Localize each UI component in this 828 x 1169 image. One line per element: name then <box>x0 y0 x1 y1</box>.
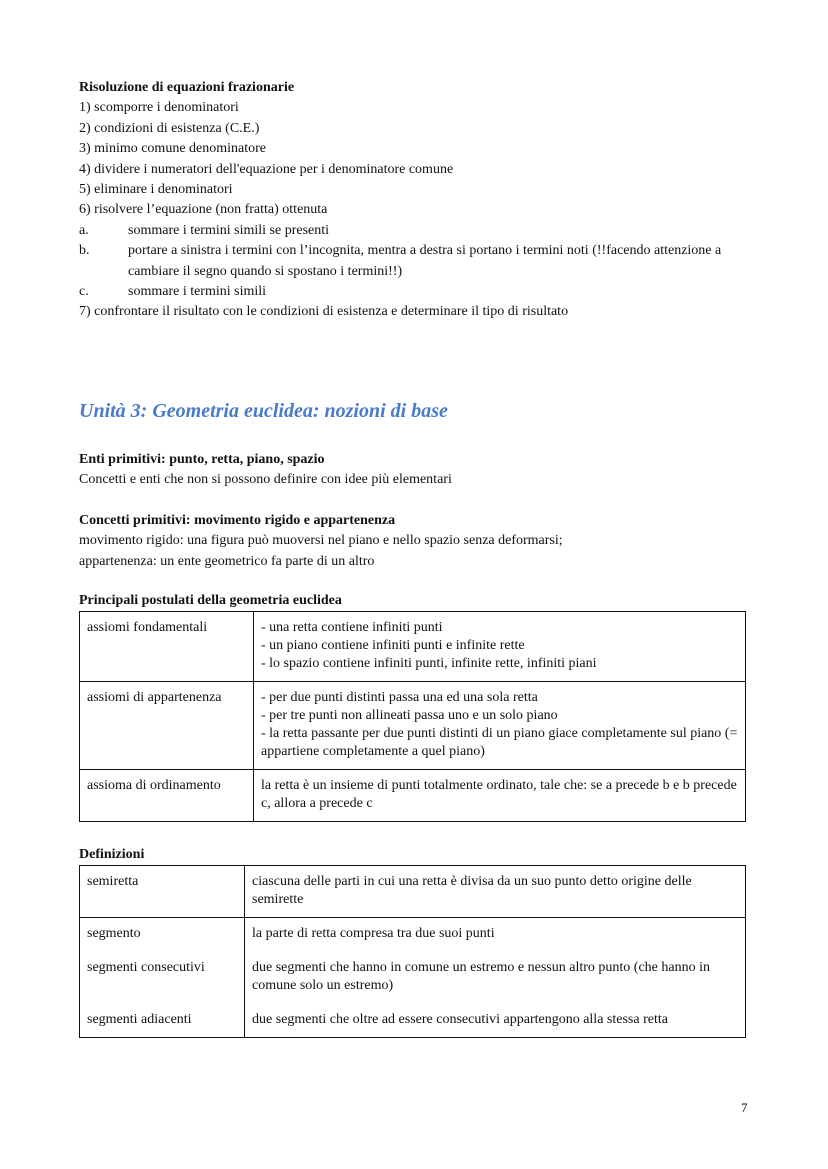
concetti-line-1: movimento rigido: una figura può muoversi nel piano e nello spazio senza deformarsi; <box>79 533 563 549</box>
substep-b <box>79 241 746 282</box>
postulati-section <box>79 591 746 822</box>
step-6: 6) risolvere l’equazione (non fratta) ottenuta <box>79 202 328 218</box>
table-row <box>80 682 746 770</box>
step-2: 2) condizioni di esistenza (C.E.) <box>79 120 260 136</box>
step-4: 4) dividere i numeratori dell'equazione per i denominatore comune <box>79 161 454 177</box>
substep-a <box>79 221 746 241</box>
row-value: la parte di retta compresa tra due suoi punti <box>252 926 495 942</box>
definizioni-table <box>79 865 746 1038</box>
row-key: assiomi fondamentali <box>80 612 254 682</box>
substep-c <box>79 282 746 302</box>
enti-text: Concetti e enti che non si possono definire con idee più elementari <box>79 472 452 488</box>
step-5: 5) eliminare i denominatori <box>79 182 233 198</box>
row-value <box>254 770 746 822</box>
concetti-title: Concetti primitivi: movimento rigido e appartenenza <box>79 513 396 528</box>
page-number: 7 <box>741 1100 748 1115</box>
unit-heading: Unità 3: Geometria euclidea: nozioni di base <box>79 400 448 422</box>
value-line: - un piano contiene infiniti punti e infinite rette <box>261 638 525 654</box>
step-1: 1) scomporre i denominatori <box>79 100 239 116</box>
substep-text: sommare i termini simili se presenti <box>128 222 330 238</box>
row-value <box>254 682 746 770</box>
value-line: - per tre punti non allineati passa uno e un solo piano <box>261 708 558 724</box>
step-3: 3) minimo comune denominatore <box>79 141 267 157</box>
table-row <box>80 918 746 1038</box>
row-key: segmenti consecutivi <box>87 960 205 976</box>
postulati-table <box>79 611 746 822</box>
row-key: assioma di ordinamento <box>80 770 254 822</box>
value-line: - una retta contiene infiniti punti <box>261 620 443 636</box>
concetti-primitivi-section <box>79 511 746 572</box>
row-value: ciascuna delle parti in cui una retta è divisa da un suo punto detto origine delle semirette <box>245 866 746 918</box>
table-row <box>80 770 746 822</box>
fractional-equations-section <box>79 78 746 323</box>
definizioni-title: Definizioni <box>79 847 145 862</box>
enti-title: Enti primitivi: punto, retta, piano, spazio <box>79 452 325 467</box>
row-value: due segmenti che oltre ad essere consecutivi appartengono alla stessa retta <box>252 1012 668 1028</box>
value-line: la retta è un insieme di punti totalmente ordinato, tale che: se a precede b e b precede c, allora a precede c <box>261 778 737 812</box>
substep-text: sommare i termini simili <box>128 284 267 300</box>
substep-marker: b. <box>79 243 90 259</box>
row-key: semiretta <box>80 866 245 918</box>
value-line: - lo spazio contiene infiniti punti, infinite rette, infiniti piani <box>261 656 597 672</box>
step-7: 7) confrontare il risultato con le condizioni di esistenza e determinare il tipo di risultato <box>79 304 569 320</box>
postulati-title: Principali postulati della geometria euclidea <box>79 593 342 608</box>
row-value: due segmenti che hanno in comune un estremo e nessun altro punto (che hanno in comune solo un estremo) <box>252 960 710 994</box>
row-key: assiomi di appartenenza <box>80 682 254 770</box>
row-value <box>254 612 746 682</box>
row-key: segmenti adiacenti <box>87 1012 192 1028</box>
definizioni-section <box>79 845 746 1038</box>
table-row <box>80 612 746 682</box>
row-keys-merged <box>80 918 245 1038</box>
row-key: segmento <box>87 926 141 942</box>
table-row <box>80 866 746 918</box>
substep-marker: a. <box>79 222 89 238</box>
concetti-line-2: appartenenza: un ente geometrico fa parte di un altro <box>79 553 375 569</box>
value-line: - per due punti distinti passa una ed una sola retta <box>261 690 538 706</box>
substep-text: portare a sinistra i termini con l’incognita, mentra a destra si portano i termini noti (!!facendo attenzione a cambiare il segno quando si spostano i termini!!) <box>128 243 722 279</box>
section-title: Risoluzione di equazioni frazionarie <box>79 80 295 95</box>
substep-marker: c. <box>79 284 89 300</box>
value-line: - la retta passante per due punti distinti di un piano giace completamente sul piano (= appartiene completamente a quel piano) <box>261 726 738 760</box>
enti-primitivi-section <box>79 450 746 491</box>
row-values-merged <box>245 918 746 1038</box>
